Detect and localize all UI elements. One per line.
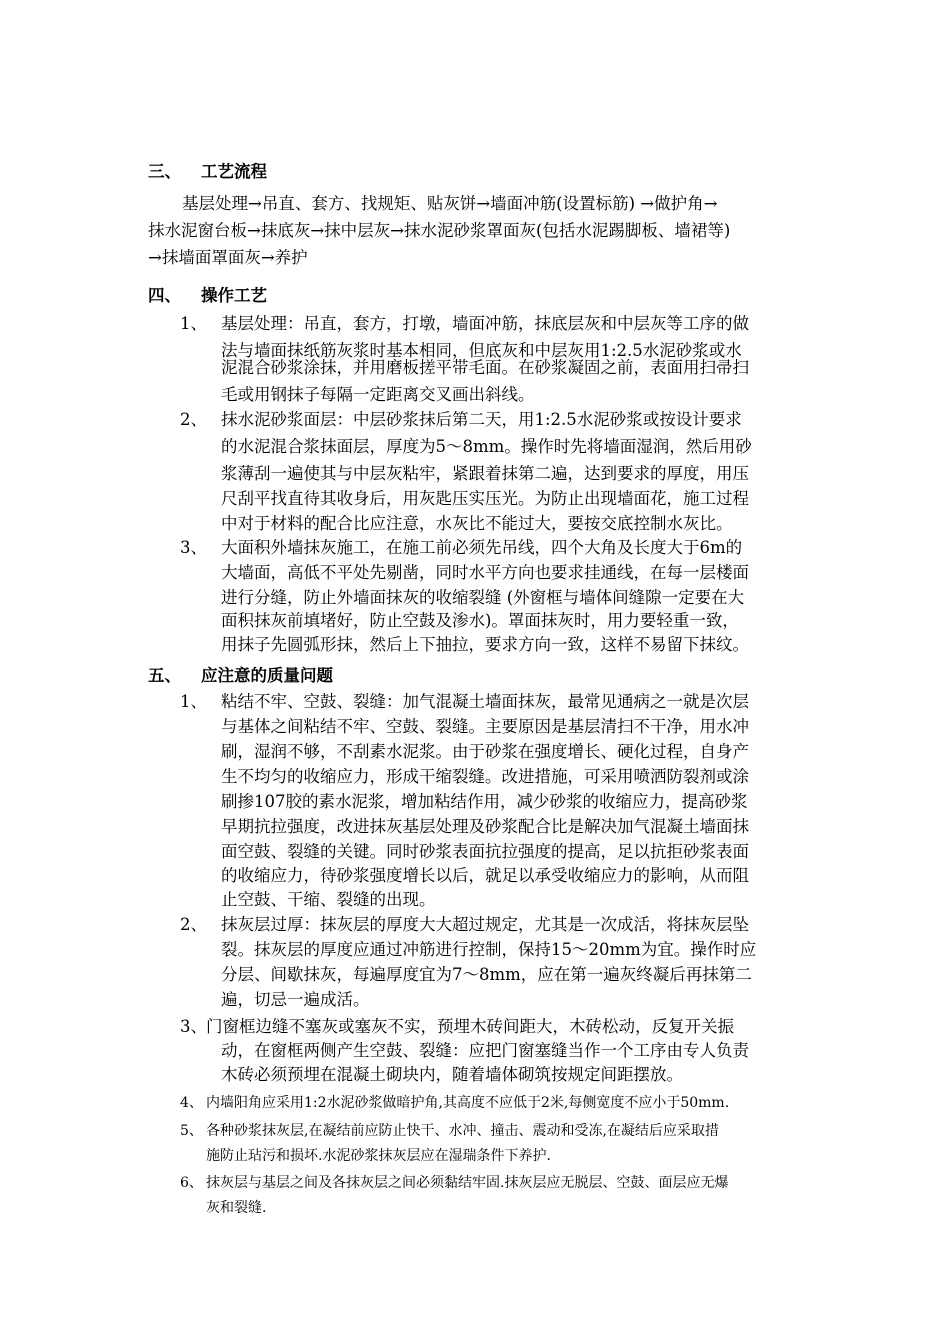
paragraph-line: 抹水泥窗台板→抹底灰→抹中层灰→抹水泥砂浆罩面灰(包括水泥踢脚板、墙裙等) bbox=[148, 221, 731, 240]
list-item-line: 分层、间歇抹灰，每遍厚度宜为7～8mm，应在第一遍灰终凝后再抹第二 bbox=[221, 965, 752, 984]
section-number: 三、 bbox=[148, 162, 181, 181]
list-item-line: 法与墙面抹纸筋灰浆时基本相同，但底灰和中层灰用1:2.5水泥砂浆或水 bbox=[221, 341, 742, 360]
list-item-line: 基层处理：吊直，套方，打墩，墙面冲筋，抹底层灰和中层灰等工序的做 bbox=[221, 314, 749, 333]
paragraph-line: 基层处理→吊直、套方、找规矩、贴灰饼→墙面冲筋(设置标筋) →做护角→ bbox=[182, 194, 718, 213]
list-item-number: 5、 bbox=[180, 1123, 203, 1139]
list-item-line: 大面积外墙抹灰施工，在施工前必须先吊线，四个大角及长度大于6m的 bbox=[221, 538, 743, 557]
list-item-number: 2、 bbox=[180, 915, 207, 934]
section-number: 五、 bbox=[148, 666, 181, 685]
list-item-line: 粘结不牢、空鼓、裂缝：加气混凝土墙面抹灰，最常见通病之一就是次层 bbox=[221, 692, 749, 711]
list-item-line: 用抹子先圆弧形抹，然后上下抽拉，要求方向一致，这样不易留下抹纹。 bbox=[221, 635, 749, 654]
section-number: 四、 bbox=[148, 286, 181, 305]
list-item-line: 早期抗拉强度，改进抹灰基层处理及砂浆配合比是解决加气混凝土墙面抹 bbox=[221, 817, 749, 836]
list-item-line: 遍，切忌一遍成活。 bbox=[221, 990, 370, 1009]
section-title: 操作工艺 bbox=[201, 286, 267, 305]
list-item-line: 的收缩应力，待砂浆强度增长以后，就足以承受收缩应力的影响，从而阻 bbox=[221, 866, 749, 885]
list-item-line: 刷，湿润不够，不刮素水泥浆。由于砂浆在强度增长、硬化过程，自身产 bbox=[221, 742, 749, 761]
list-item-line: 抹灰层过厚：抹灰层的厚度大大超过规定，尤其是一次成活，将抹灰层坠 bbox=[221, 915, 749, 934]
list-item-line: 进行分缝，防止外墙面抹灰的收缩裂缝 (外窗框与墙体间缝隙一定要在大 bbox=[221, 588, 745, 607]
list-item-line: 内墙阳角应采用1:2水泥砂浆做暗护角,其高度不应低于2米,每侧宽度不应小于50mm. bbox=[206, 1095, 730, 1111]
list-item-number: 3、 bbox=[180, 1017, 207, 1036]
list-item-line: 面积抹灰前填堵好，防止空鼓及渗水)。罩面抹灰时，用力要轻重一致， bbox=[221, 611, 739, 630]
list-item-line: 动，在窗框两侧产生空鼓、裂缝：应把门窗塞缝当作一个工序由专人负责 bbox=[221, 1041, 749, 1060]
list-item-number: 6、 bbox=[180, 1175, 203, 1191]
list-item-line: 毛或用钢抹子每隔一定距离交叉画出斜线。 bbox=[221, 385, 535, 404]
list-item-line: 中对于材料的配合比应注意，水灰比不能过大，要按交底控制水灰比。 bbox=[221, 514, 733, 533]
list-item-line: 抹水泥砂浆面层：中层砂浆抹后第二天，用1:2.5水泥砂浆或按设计要求 bbox=[221, 410, 742, 429]
list-item-line: 施防止玷污和损坏.水泥砂浆抹灰层应在湿瑞条件下养护. bbox=[206, 1148, 551, 1164]
list-item-line: 木砖必须预埋在混凝土砌块内，随着墙体砌筑按规定间距摆放。 bbox=[221, 1065, 683, 1084]
list-item-line: 各种砂浆抹灰层,在凝结前应防止快干、水冲、撞击、震动和受冻,在凝结后应采取措 bbox=[206, 1123, 719, 1139]
list-item-line: 尺刮平找直待其收身后，用灰匙压实压光。为防止出现墙面花，施工过程 bbox=[221, 489, 749, 508]
list-item-line: 的水泥混合浆抹面层，厚度为5～8mm。操作时先将墙面湿润，然后用砂 bbox=[221, 437, 752, 456]
list-item-line: 裂。抹灰层的厚度应通过冲筋进行控制，保持15～20mm为宜。操作时应 bbox=[221, 940, 757, 959]
paragraph-line: →抹墙面罩面灰→养护 bbox=[148, 248, 308, 267]
list-item-line: 生不均匀的收缩应力，形成干缩裂缝。改进措施，可采用喷洒防裂剂或涂 bbox=[221, 767, 749, 786]
list-item-number: 1、 bbox=[180, 314, 207, 333]
list-item-number: 3、 bbox=[180, 538, 207, 557]
list-item-number: 4、 bbox=[180, 1095, 203, 1111]
list-item-line: 门窗框边缝不塞灰或塞灰不实，预埋木砖间距大，木砖松动，反复开关振 bbox=[206, 1017, 734, 1036]
list-item-line: 抹灰层与基层之间及各抹灰层之间必须黏结牢固.抹灰层应无脱层、空鼓、面层应无爆 bbox=[206, 1175, 729, 1191]
section-title: 应注意的质量问题 bbox=[201, 666, 333, 685]
list-item-number: 2、 bbox=[180, 410, 207, 429]
list-item-line: 止空鼓、干缩、裂缝的出现。 bbox=[221, 890, 436, 909]
list-item-line: 泥混合砂浆涂抹，并用磨板搓平带毛面。在砂浆凝固之前，表面用扫帚扫 bbox=[221, 358, 749, 377]
list-item-number: 1、 bbox=[180, 692, 207, 711]
list-item-line: 面空鼓、裂缝的关键。同时砂浆表面抗拉强度的提高，足以抗拒砂浆表面 bbox=[221, 842, 749, 861]
section-title: 工艺流程 bbox=[201, 162, 267, 181]
list-item-line: 浆薄刮一遍使其与中层灰粘牢，紧跟着抹第二遍，达到要求的厚度，用压 bbox=[221, 464, 749, 483]
list-item-line: 灰和裂缝. bbox=[206, 1200, 267, 1216]
list-item-line: 大墙面，高低不平处先剔凿，同时水平方向也要求挂通线，在每一层楼面 bbox=[221, 563, 749, 582]
list-item-line: 刷掺107胶的素水泥浆，增加粘结作用，减少砂浆的收缩应力，提高砂浆 bbox=[221, 792, 748, 811]
list-item-line: 与基体之间粘结不牢、空鼓、裂缝。主要原因是基层清扫不干净，用水冲 bbox=[221, 717, 749, 736]
